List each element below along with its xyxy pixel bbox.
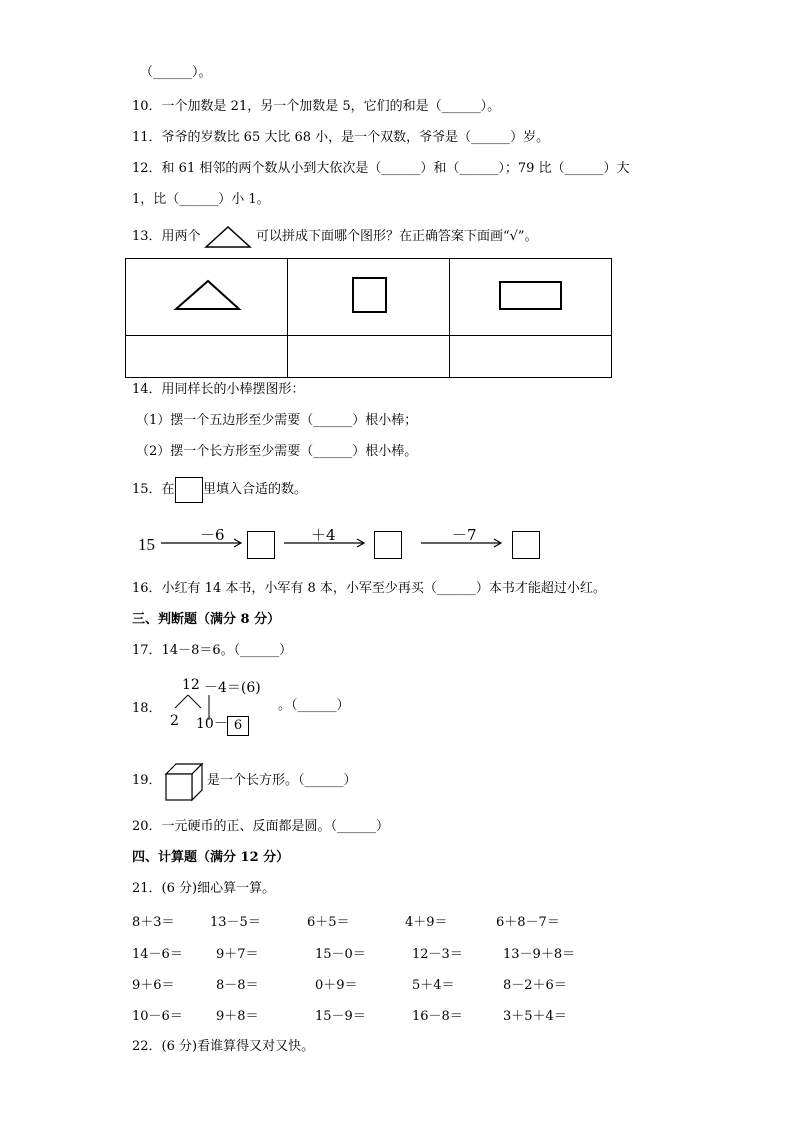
calc-item: 10－6＝: [132, 1009, 183, 1024]
calc-item: 6＋8－7＝: [496, 915, 560, 930]
question-14-part1: （1）摆一个五边形至少需要（______）根小棒；: [136, 413, 418, 428]
q18-minuend: 12: [182, 677, 200, 693]
calc-item: 6＋5＝: [307, 915, 350, 930]
answer-cell-3[interactable]: [450, 336, 612, 378]
q18-split-left: 2: [170, 713, 179, 729]
question-18-blank: 。（______）: [278, 698, 350, 713]
calc-item: 9＋7＝: [216, 947, 259, 962]
question-19-text: 是一个长方形。（______）: [207, 773, 357, 788]
calc-item: 13－9＋8＝: [503, 947, 576, 962]
chain-box-1[interactable]: [247, 531, 275, 559]
question-22: 22．(6 分)看谁算得又对又快。: [132, 1039, 315, 1054]
chain-box-3[interactable]: [512, 531, 540, 559]
calc-item: 15－0＝: [315, 947, 366, 962]
q18-split-right: 10－: [196, 716, 228, 732]
question-20: 20．一元硬币的正、反面都是圆。（______）: [132, 819, 390, 834]
calc-item: 14－6＝: [132, 947, 183, 962]
q18-result-box: 6: [227, 716, 249, 736]
chain-op-3: －7: [452, 526, 477, 544]
section-3-heading: 三、判断题（满分 8 分）: [132, 612, 281, 627]
question-11: 11．爷爷的岁数比 65 大比 68 小，是一个双数，爷爷是（______）岁。: [132, 130, 550, 145]
question-15-suffix: 里填入合适的数。: [203, 482, 308, 497]
cube-icon: [164, 762, 204, 802]
question-19-number: 19．: [132, 773, 162, 788]
q18-equation: －4＝(6): [204, 680, 261, 696]
continued-blank: （______）。: [140, 65, 212, 80]
calc-item: 15－9＝: [315, 1009, 366, 1024]
calc-item: 0＋9＝: [315, 978, 358, 993]
large-triangle-shape: [126, 259, 287, 331]
square-shape: [288, 259, 449, 331]
calc-item: 13－5＝: [210, 915, 261, 930]
question-13-prefix: 13．用两个: [132, 229, 201, 244]
calc-item: 5＋4＝: [412, 978, 455, 993]
chain-op-1: －6: [200, 526, 225, 544]
inline-empty-box: [175, 477, 203, 503]
question-21: 21．(6 分)细心算一算。: [132, 881, 276, 896]
calc-item: 12－3＝: [412, 947, 463, 962]
calc-item: 8－2＋6＝: [503, 978, 567, 993]
chain-arrow-3: [420, 537, 505, 549]
rectangle-shape: [450, 259, 611, 331]
calc-item: 3＋5＋4＝: [503, 1009, 567, 1024]
question-15-prefix: 15．在: [132, 482, 175, 497]
calc-item: 9＋6＝: [132, 978, 175, 993]
question-14-part2: （2）摆一个长方形至少需要（______）根小棒。: [136, 444, 418, 459]
question-12-line1: 12．和 61 相邻的两个数从小到大依次是（______）和（______）；79 比（______）大: [132, 161, 630, 176]
question-14: 14．用同样长的小棒摆图形：: [132, 382, 305, 397]
question-13-suffix: 可以拼成下面哪个图形？在正确答案下面画“√”。: [256, 229, 538, 244]
chain-start-number: 15: [138, 535, 155, 554]
answer-cell-2[interactable]: [288, 336, 450, 378]
calc-item: 8－8＝: [216, 978, 259, 993]
section-4-heading: 四、计算题（满分 12 分）: [132, 850, 290, 865]
calc-item: 8＋3＝: [132, 915, 175, 930]
shape-cell-triangle: [126, 259, 288, 336]
question-17: 17．14－8＝6。（______）: [132, 643, 293, 658]
shape-cell-rectangle: [450, 259, 612, 336]
chain-arrow-2: [283, 537, 368, 549]
small-triangle-icon: [204, 224, 252, 250]
calc-item: 16－8＝: [412, 1009, 463, 1024]
calc-item: 9＋8＝: [216, 1009, 259, 1024]
chain-box-2[interactable]: [374, 531, 402, 559]
shape-cell-square: [288, 259, 450, 336]
question-12-line2: 1，比（______）小 1。: [132, 192, 270, 207]
question-10: 10．一个加数是 21，另一个加数是 5，它们的和是（______）。: [132, 99, 501, 114]
question-18-number: 18．: [132, 701, 162, 716]
chain-op-2: ＋4: [311, 526, 336, 544]
calc-item: 4＋9＝: [405, 915, 448, 930]
chain-arrow-1: [160, 537, 245, 549]
shape-choice-table: [125, 258, 612, 378]
answer-cell-1[interactable]: [126, 336, 288, 378]
question-16: 16．小红有 14 本书，小军有 8 本，小军至少再买（______）本书才能超过小红。: [132, 581, 606, 596]
